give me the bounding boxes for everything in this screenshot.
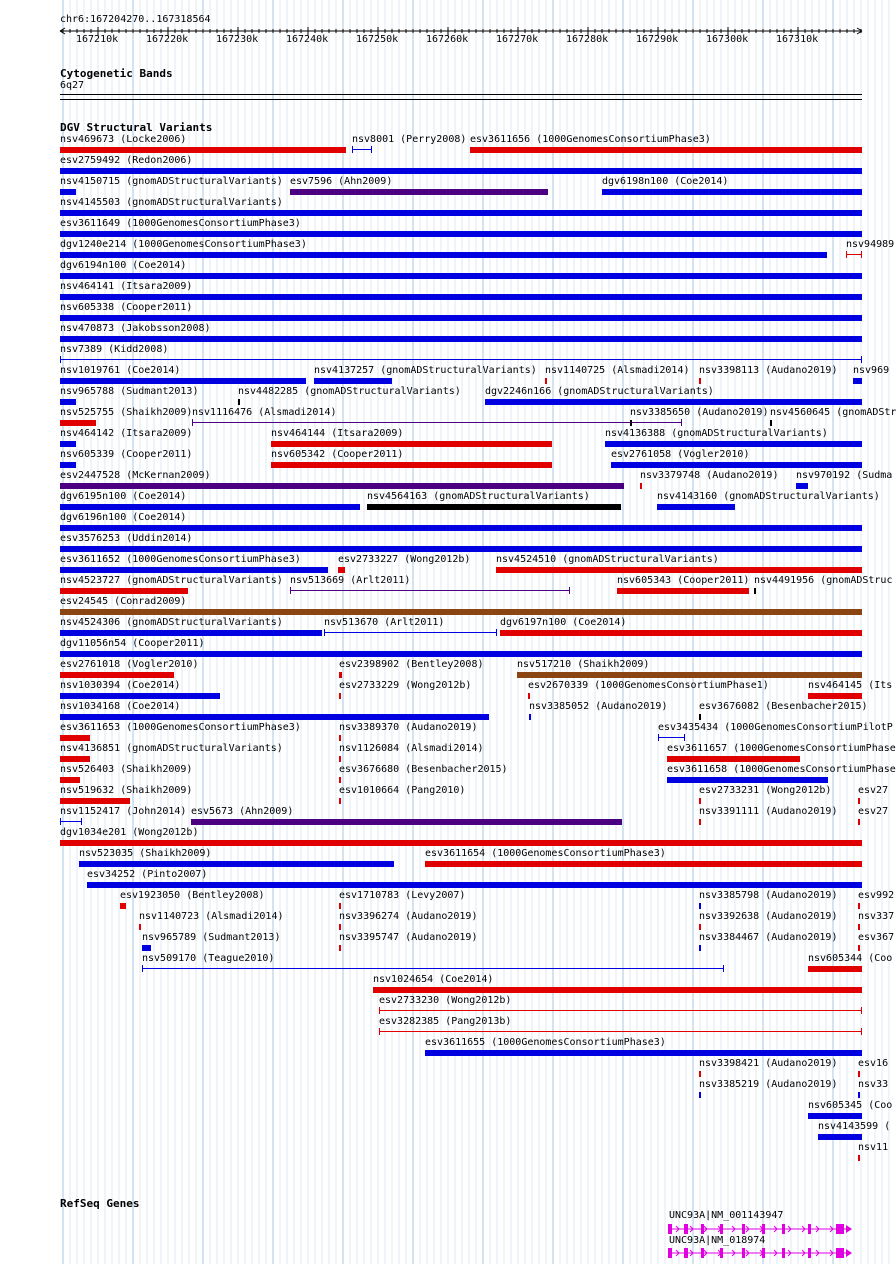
sv-feature-label[interactable]: nsv605342 (Cooper2011) bbox=[271, 449, 404, 460]
sv-feature-bar[interactable] bbox=[142, 945, 151, 951]
sv-feature-bar[interactable] bbox=[339, 756, 341, 762]
sv-feature-label[interactable]: esv367 bbox=[858, 932, 895, 943]
sv-feature-label[interactable]: nsv464144 (Itsara2009) bbox=[271, 428, 404, 439]
sv-feature-label[interactable]: nsv605339 (Cooper2011) bbox=[60, 449, 193, 460]
sv-feature-label[interactable]: esv2761058 (Vogler2010) bbox=[611, 449, 750, 460]
sv-feature-label[interactable]: nsv7389 (Kidd2008) bbox=[60, 344, 169, 355]
sv-feature-endcap bbox=[861, 1028, 862, 1035]
sv-feature-bar[interactable] bbox=[60, 693, 220, 699]
sv-feature-bar[interactable] bbox=[699, 903, 701, 909]
sv-feature-bar[interactable] bbox=[60, 294, 862, 300]
sv-feature-label[interactable]: nsv3389370 (Audano2019) bbox=[339, 722, 478, 733]
sv-feature-label[interactable]: nsv969 bbox=[853, 365, 890, 376]
sv-feature-bar[interactable] bbox=[60, 672, 174, 678]
sv-feature-label[interactable]: esv3576253 (Uddin2014) bbox=[60, 533, 193, 544]
sv-feature-endcap bbox=[684, 734, 685, 741]
sv-feature-bar[interactable] bbox=[339, 672, 342, 678]
sv-feature-bar[interactable] bbox=[60, 756, 90, 762]
gene-label[interactable]: UNC93A|NM_001143947 bbox=[669, 1210, 784, 1221]
sv-feature-line[interactable] bbox=[290, 590, 570, 591]
sv-feature-bar[interactable] bbox=[271, 441, 552, 447]
sv-feature-label[interactable]: nsv965788 (Sudmant2013) bbox=[60, 386, 199, 397]
sv-feature-endcap bbox=[861, 356, 862, 363]
sv-feature-bar[interactable] bbox=[139, 924, 141, 930]
sv-feature-bar[interactable] bbox=[238, 399, 240, 405]
sv-feature-bar[interactable] bbox=[60, 504, 360, 510]
sv-feature-label[interactable]: nsv3379748 (Audano2019) bbox=[640, 470, 779, 481]
sv-feature-label[interactable]: nsv523035 (Shaikh2009) bbox=[79, 848, 212, 859]
sv-feature-bar[interactable] bbox=[808, 1113, 862, 1119]
sv-feature-bar[interactable] bbox=[853, 378, 862, 384]
sv-feature-bar[interactable] bbox=[339, 924, 341, 930]
sv-feature-label[interactable]: nsv4524306 (gnomADStructuralVariants) bbox=[60, 617, 283, 628]
sv-feature-bar[interactable] bbox=[338, 567, 345, 573]
sv-feature-bar[interactable] bbox=[60, 777, 80, 783]
gene-direction-arrow bbox=[846, 1249, 852, 1257]
sv-feature-label[interactable]: nsv3395747 (Audano2019) bbox=[339, 932, 478, 943]
ruler-tick-label: 167230k bbox=[216, 34, 259, 45]
sv-feature-bar[interactable] bbox=[425, 861, 862, 867]
sv-feature-endcap bbox=[569, 587, 570, 594]
gene-exon bbox=[742, 1248, 745, 1258]
sv-feature-bar[interactable] bbox=[818, 1134, 862, 1140]
sv-feature-endcap bbox=[60, 356, 61, 363]
sv-feature-label[interactable]: dgv11056n54 (Cooper2011) bbox=[60, 638, 205, 649]
sv-feature-endcap bbox=[496, 629, 497, 636]
sv-feature-bar[interactable] bbox=[120, 903, 126, 909]
sv-feature-label[interactable]: nsv464145 (Its bbox=[808, 680, 893, 691]
sv-feature-label[interactable]: nsv464142 (Itsara2009) bbox=[60, 428, 193, 439]
ruler-tick-label: 167270k bbox=[496, 34, 539, 45]
sv-feature-bar[interactable] bbox=[79, 861, 394, 867]
sv-feature-bar[interactable] bbox=[60, 315, 862, 321]
sv-feature-label[interactable]: nsv3385219 (Audano2019) bbox=[699, 1079, 838, 1090]
sv-feature-label[interactable]: nsv4524510 (gnomADStructuralVariants) bbox=[496, 554, 719, 565]
sv-feature-label[interactable]: nsv94989 bbox=[846, 239, 895, 250]
gene-model-2[interactable] bbox=[668, 1245, 858, 1261]
sv-feature-label[interactable]: nsv3385798 (Audano2019) bbox=[699, 890, 838, 901]
sv-feature-bar[interactable] bbox=[191, 819, 622, 825]
ruler-tick-label: 167300k bbox=[706, 34, 749, 45]
cytoband-track-title: Cytogenetic Bands bbox=[60, 67, 173, 80]
sv-feature-line[interactable] bbox=[192, 422, 682, 423]
sv-feature-label[interactable]: nsv605345 (Coo bbox=[808, 1100, 893, 1111]
sv-feature-label[interactable]: nsv4145503 (gnomADStructuralVariants) bbox=[60, 197, 283, 208]
sv-feature-label[interactable]: dgv6194n100 (Coe2014) bbox=[60, 260, 187, 271]
sv-feature-bar[interactable] bbox=[60, 525, 862, 531]
sv-feature-label[interactable]: esv3611653 (1000GenomesConsortiumPhase3) bbox=[60, 722, 301, 733]
sv-feature-label[interactable]: esv3282385 (Pang2013b) bbox=[379, 1016, 512, 1027]
sv-feature-label[interactable]: nsv8001 (Perry2008) bbox=[352, 134, 467, 145]
sv-feature-endcap bbox=[861, 1007, 862, 1014]
sv-feature-bar[interactable] bbox=[60, 147, 346, 153]
sv-feature-bar[interactable] bbox=[517, 672, 862, 678]
sv-feature-label[interactable]: nsv509170 (Teague2010) bbox=[142, 953, 275, 964]
sv-feature-endcap bbox=[290, 587, 291, 594]
sv-feature-bar[interactable] bbox=[858, 1092, 860, 1098]
sv-feature-bar[interactable] bbox=[699, 1071, 701, 1077]
sv-feature-label[interactable]: dgv6198n100 (Coe2014) bbox=[602, 176, 729, 187]
sv-feature-label[interactable]: dgv6195n100 (Coe2014) bbox=[60, 491, 187, 502]
sv-feature-bar[interactable] bbox=[60, 462, 76, 468]
gene-label[interactable]: UNC93A|NM_018974 bbox=[669, 1235, 766, 1246]
sv-feature-label[interactable]: nsv3392638 (Audano2019) bbox=[699, 911, 838, 922]
sv-feature-label[interactable]: nsv517210 (Shaikh2009) bbox=[517, 659, 650, 670]
sv-feature-bar[interactable] bbox=[858, 819, 860, 825]
sv-feature-label[interactable]: nsv1024654 (Coe2014) bbox=[373, 974, 494, 985]
sv-feature-bar[interactable] bbox=[290, 189, 548, 195]
sv-feature-label[interactable]: esv2733230 (Wong2012b) bbox=[379, 995, 512, 1006]
sv-feature-bar[interactable] bbox=[60, 546, 862, 552]
sv-feature-label[interactable]: esv3611655 (1000GenomesConsortiumPhase3) bbox=[425, 1037, 666, 1048]
gene-exon bbox=[668, 1248, 672, 1258]
sv-feature-bar[interactable] bbox=[667, 756, 800, 762]
sv-feature-line[interactable] bbox=[324, 632, 497, 633]
sv-feature-bar[interactable] bbox=[60, 714, 489, 720]
sv-feature-label[interactable]: nsv1030394 (Coe2014) bbox=[60, 680, 181, 691]
sv-feature-label[interactable]: esv1010664 (Pang2010) bbox=[339, 785, 466, 796]
sv-feature-bar[interactable] bbox=[373, 987, 862, 993]
sv-feature-bar[interactable] bbox=[60, 483, 624, 489]
sv-feature-label[interactable]: nsv525755 (Shaikh2009) bbox=[60, 407, 193, 418]
sv-feature-line[interactable] bbox=[379, 1010, 862, 1011]
region-coordinates: chr6:167204270..167318564 bbox=[60, 14, 211, 25]
sv-feature-label[interactable]: nsv3384467 (Audano2019) bbox=[699, 932, 838, 943]
sv-feature-bar[interactable] bbox=[808, 693, 862, 699]
sv-feature-label[interactable]: nsv513670 (Arlt2011) bbox=[324, 617, 445, 628]
sv-feature-bar[interactable] bbox=[314, 378, 392, 384]
sv-feature-label[interactable]: esv992 bbox=[858, 890, 895, 901]
sv-feature-label[interactable]: nsv4136388 (gnomADStructuralVariants) bbox=[605, 428, 828, 439]
ruler-tick-label: 167220k bbox=[146, 34, 189, 45]
sv-feature-label[interactable]: nsv4560645 (gnomADStr bbox=[770, 407, 896, 418]
sv-feature-bar[interactable] bbox=[545, 378, 547, 384]
sv-feature-bar[interactable] bbox=[808, 966, 862, 972]
sv-feature-bar[interactable] bbox=[60, 798, 130, 804]
gene-exon bbox=[742, 1224, 745, 1234]
sv-feature-bar[interactable] bbox=[657, 504, 735, 510]
sv-feature-label[interactable]: nsv3398421 (Audano2019) bbox=[699, 1058, 838, 1069]
sv-feature-label[interactable]: esv27 bbox=[858, 785, 889, 796]
sv-feature-label[interactable]: esv2759492 (Redon2006) bbox=[60, 155, 193, 166]
sv-feature-label[interactable]: nsv1140723 (Alsmadi2014) bbox=[139, 911, 284, 922]
sv-feature-label[interactable]: nsv3398113 (Audano2019) bbox=[699, 365, 838, 376]
sv-feature-bar[interactable] bbox=[605, 441, 862, 447]
sv-feature-bar[interactable] bbox=[640, 483, 642, 489]
sv-feature-bar[interactable] bbox=[796, 483, 808, 489]
sv-feature-label[interactable]: esv3435434 (1000GenomesConsortiumPilotP bbox=[658, 722, 893, 733]
ruler-tick-label: 167210k bbox=[76, 34, 119, 45]
sv-feature-endcap bbox=[324, 629, 325, 636]
sv-feature-endcap bbox=[142, 965, 143, 972]
gene-direction-arrow bbox=[846, 1225, 852, 1233]
sv-feature-endcap bbox=[379, 1028, 380, 1035]
sv-feature-bar[interactable] bbox=[425, 1050, 862, 1056]
refseq-track bbox=[0, 1195, 890, 1264]
sv-feature-bar[interactable] bbox=[699, 924, 701, 930]
sv-feature-endcap bbox=[658, 734, 659, 741]
sv-feature-bar[interactable] bbox=[699, 945, 701, 951]
sv-feature-label[interactable]: nsv1019761 (Coe2014) bbox=[60, 365, 181, 376]
gene-exon bbox=[808, 1248, 811, 1258]
sv-feature-bar[interactable] bbox=[858, 1155, 860, 1161]
sv-feature-label[interactable]: esv2733227 (Wong2012b) bbox=[338, 554, 471, 565]
gene-exon bbox=[836, 1248, 844, 1258]
sv-feature-bar[interactable] bbox=[339, 693, 341, 699]
sv-feature-label[interactable]: nsv1126084 (Alsmadi2014) bbox=[339, 743, 484, 754]
sv-feature-bar[interactable] bbox=[60, 567, 328, 573]
sv-feature-label[interactable]: esv3611657 (1000GenomesConsortiumPhase bbox=[667, 743, 896, 754]
sv-feature-label[interactable]: esv2670339 (1000GenomesConsortiumPhase1) bbox=[528, 680, 769, 691]
sv-feature-label[interactable]: dgv6197n100 (Coe2014) bbox=[500, 617, 627, 628]
sv-feature-label[interactable]: nsv33 bbox=[858, 1079, 889, 1090]
sv-feature-line[interactable] bbox=[60, 821, 82, 822]
sv-feature-label[interactable]: nsv470873 (Jakobsson2008) bbox=[60, 323, 211, 334]
sv-feature-label[interactable]: nsv4143160 (gnomADStructuralVariants) bbox=[657, 491, 880, 502]
sv-feature-line[interactable] bbox=[142, 968, 724, 969]
ruler-tick-label: 167290k bbox=[636, 34, 679, 45]
sv-feature-label[interactable]: esv7596 (Ahn2009) bbox=[290, 176, 393, 187]
ruler-tick-label: 167280k bbox=[566, 34, 609, 45]
sv-feature-label[interactable]: nsv519632 (Shaikh2009) bbox=[60, 785, 193, 796]
sv-feature-label[interactable]: esv5673 (Ahn2009) bbox=[191, 806, 294, 817]
sv-feature-label[interactable]: esv34252 (Pinto2007) bbox=[87, 869, 208, 880]
sv-feature-endcap bbox=[371, 146, 372, 153]
sv-feature-label[interactable]: esv24545 (Conrad2009) bbox=[60, 596, 187, 607]
sv-feature-bar[interactable] bbox=[60, 273, 862, 279]
sv-feature-bar[interactable] bbox=[60, 168, 862, 174]
gene-exon bbox=[668, 1224, 672, 1234]
sv-feature-label[interactable]: esv3611654 (1000GenomesConsortiumPhase3) bbox=[425, 848, 666, 859]
sv-feature-label[interactable]: nsv4523727 (gnomADStructuralVariants) bbox=[60, 575, 283, 586]
sv-feature-line[interactable] bbox=[658, 737, 685, 738]
sv-feature-label[interactable]: nsv3385052 (Audano2019) bbox=[529, 701, 668, 712]
gene-exon bbox=[808, 1224, 811, 1234]
sv-feature-label[interactable]: esv3676082 (Besenbacher2015) bbox=[699, 701, 868, 712]
gene-exon bbox=[701, 1224, 704, 1234]
sv-feature-bar[interactable] bbox=[271, 462, 552, 468]
sv-feature-bar[interactable] bbox=[858, 903, 860, 909]
sv-feature-label[interactable]: nsv4136851 (gnomADStructuralVariants) bbox=[60, 743, 283, 754]
sv-feature-bar[interactable] bbox=[611, 462, 862, 468]
sv-feature-label[interactable]: nsv965789 (Sudmant2013) bbox=[142, 932, 281, 943]
sv-feature-label[interactable]: nsv3391111 (Audano2019) bbox=[699, 806, 838, 817]
sv-feature-line[interactable] bbox=[60, 359, 862, 360]
sv-feature-bar[interactable] bbox=[858, 1071, 860, 1077]
sv-feature-label[interactable]: nsv605344 (Coo bbox=[808, 953, 893, 964]
sv-feature-label[interactable]: nsv4564163 (gnomADStructuralVariants) bbox=[367, 491, 590, 502]
sv-feature-label[interactable]: nsv4137257 (gnomADStructuralVariants) bbox=[314, 365, 537, 376]
sv-track-title: DGV Structural Variants bbox=[60, 121, 213, 134]
sv-feature-bar[interactable] bbox=[60, 378, 306, 384]
sv-feature-label[interactable]: esv2733231 (Wong2012b) bbox=[699, 785, 832, 796]
sv-feature-bar[interactable] bbox=[858, 924, 860, 930]
gene-exon bbox=[782, 1248, 785, 1258]
sv-feature-bar[interactable] bbox=[339, 777, 341, 783]
sv-feature-bar[interactable] bbox=[699, 378, 701, 384]
sv-feature-bar[interactable] bbox=[60, 336, 862, 342]
sv-feature-label[interactable]: dgv1240e214 (1000GenomesConsortiumPhase3) bbox=[60, 239, 307, 250]
sv-feature-endcap bbox=[723, 965, 724, 972]
sv-feature-bar[interactable] bbox=[60, 588, 188, 594]
sv-feature-bar[interactable] bbox=[500, 630, 862, 636]
sv-feature-label[interactable]: nsv469673 (Locke2006) bbox=[60, 134, 187, 145]
sv-feature-endcap bbox=[81, 818, 82, 825]
sv-feature-label[interactable]: nsv3396274 (Audano2019) bbox=[339, 911, 478, 922]
refseq-track-title: RefSeq Genes bbox=[60, 1197, 140, 1210]
sv-feature-endcap bbox=[379, 1007, 380, 1014]
sv-feature-label[interactable]: nsv1116476 (Alsmadi2014) bbox=[192, 407, 337, 418]
sv-feature-bar[interactable] bbox=[60, 420, 96, 426]
gene-exon bbox=[836, 1224, 844, 1234]
sv-feature-bar[interactable] bbox=[770, 420, 772, 426]
sv-feature-label[interactable]: nsv3385650 (Audano2019) bbox=[630, 407, 769, 418]
sv-feature-bar[interactable] bbox=[339, 798, 341, 804]
sv-feature-label[interactable]: nsv11 bbox=[858, 1142, 889, 1153]
sv-feature-line[interactable] bbox=[846, 254, 862, 255]
sv-feature-label[interactable]: esv3611652 (1000GenomesConsortiumPhase3) bbox=[60, 554, 301, 565]
sv-feature-label[interactable]: nsv4143599 ( bbox=[818, 1121, 891, 1132]
sv-feature-label[interactable]: dgv6196n100 (Coe2014) bbox=[60, 512, 187, 523]
sv-feature-bar[interactable] bbox=[60, 210, 862, 216]
sv-feature-bar[interactable] bbox=[630, 420, 632, 426]
sv-feature-label[interactable]: esv3611649 (1000GenomesConsortiumPhase3) bbox=[60, 218, 301, 229]
sv-feature-label[interactable]: nsv1140725 (Alsmadi2014) bbox=[545, 365, 690, 376]
sv-feature-label[interactable]: nsv4482285 (gnomADStructuralVariants) bbox=[238, 386, 461, 397]
sv-feature-bar[interactable] bbox=[60, 189, 76, 195]
gene-exon bbox=[701, 1248, 704, 1258]
ruler-tick-label: 167250k bbox=[356, 34, 399, 45]
sv-feature-bar[interactable] bbox=[699, 819, 701, 825]
sv-feature-bar[interactable] bbox=[528, 693, 530, 699]
sv-feature-bar[interactable] bbox=[858, 945, 860, 951]
sv-feature-bar[interactable] bbox=[529, 714, 531, 720]
sv-feature-endcap bbox=[681, 419, 682, 426]
sv-feature-bar[interactable] bbox=[60, 441, 76, 447]
sv-feature-label[interactable]: nsv4150715 (gnomADStructuralVariants) bbox=[60, 176, 283, 187]
sv-feature-label[interactable]: nsv464141 (Itsara2009) bbox=[60, 281, 193, 292]
sv-feature-bar[interactable] bbox=[339, 903, 341, 909]
sv-feature-bar[interactable] bbox=[754, 588, 756, 594]
ruler-tick-label: 167260k bbox=[426, 34, 469, 45]
sv-feature-bar[interactable] bbox=[87, 882, 862, 888]
sv-feature-bar[interactable] bbox=[470, 147, 862, 153]
sv-feature-bar[interactable] bbox=[60, 399, 76, 405]
sv-feature-label[interactable]: nsv513669 (Arlt2011) bbox=[290, 575, 411, 586]
sv-feature-bar[interactable] bbox=[60, 840, 862, 846]
sv-feature-label[interactable]: esv2398902 (Bentley2008) bbox=[339, 659, 484, 670]
sv-feature-bar[interactable] bbox=[60, 735, 90, 741]
sv-feature-bar[interactable] bbox=[496, 567, 862, 573]
sv-feature-bar[interactable] bbox=[339, 735, 341, 741]
sv-feature-bar[interactable] bbox=[699, 714, 701, 720]
sv-feature-bar[interactable] bbox=[60, 231, 862, 237]
sv-feature-line[interactable] bbox=[352, 149, 372, 150]
sv-feature-bar[interactable] bbox=[339, 945, 341, 951]
sv-feature-endcap bbox=[352, 146, 353, 153]
sv-feature-line[interactable] bbox=[379, 1031, 862, 1032]
sv-feature-endcap bbox=[846, 251, 847, 258]
ruler-tick-label: 167310k bbox=[776, 34, 819, 45]
sv-feature-label[interactable]: esv3676680 (Besenbacher2015) bbox=[339, 764, 508, 775]
sv-feature-endcap bbox=[192, 419, 193, 426]
sv-feature-endcap bbox=[60, 818, 61, 825]
sv-feature-bar[interactable] bbox=[60, 630, 322, 636]
sv-feature-bar[interactable] bbox=[699, 798, 701, 804]
sv-feature-bar[interactable] bbox=[60, 651, 862, 657]
sv-feature-label[interactable]: nsv337 bbox=[858, 911, 895, 922]
sv-feature-bar[interactable] bbox=[485, 399, 862, 405]
sv-feature-label[interactable]: esv2761018 (Vogler2010) bbox=[60, 659, 199, 670]
sv-feature-bar[interactable] bbox=[667, 777, 828, 783]
ruler-tick-label: 167240k bbox=[286, 34, 329, 45]
sv-feature-bar[interactable] bbox=[858, 798, 860, 804]
sv-feature-label[interactable]: esv27 bbox=[858, 806, 889, 817]
sv-feature-label[interactable]: nsv605338 (Cooper2011) bbox=[60, 302, 193, 313]
sv-feature-label[interactable]: esv3611656 (1000GenomesConsortiumPhase3) bbox=[470, 134, 711, 145]
sv-feature-bar[interactable] bbox=[60, 252, 827, 258]
sv-feature-label[interactable]: nsv1152417 (John2014) bbox=[60, 806, 187, 817]
sv-feature-label[interactable]: nsv970192 (Sudma bbox=[796, 470, 893, 481]
sv-feature-bar[interactable] bbox=[617, 588, 749, 594]
sv-feature-label[interactable]: dgv1034e201 (Wong2012b) bbox=[60, 827, 199, 838]
gene-exon bbox=[684, 1248, 688, 1258]
sv-feature-endcap bbox=[861, 251, 862, 258]
sv-feature-bar[interactable] bbox=[60, 609, 862, 615]
gene-exon bbox=[782, 1224, 785, 1234]
cytoband-label: 6q27 bbox=[60, 80, 85, 91]
sv-feature-label[interactable]: dgv2246n166 (gnomADStructuralVariants) bbox=[485, 386, 714, 397]
sv-feature-label[interactable]: esv1710783 (Levy2007) bbox=[339, 890, 466, 901]
gene-exon bbox=[684, 1224, 688, 1234]
sv-feature-label[interactable]: nsv4491956 (gnomADStruc bbox=[754, 575, 893, 586]
sv-feature-bar[interactable] bbox=[699, 1092, 701, 1098]
sv-feature-label[interactable]: esv2733229 (Wong2012b) bbox=[339, 680, 472, 691]
sv-feature-label[interactable]: esv16 bbox=[858, 1058, 889, 1069]
sv-feature-bar[interactable] bbox=[602, 189, 862, 195]
sv-feature-bar[interactable] bbox=[367, 504, 621, 510]
sv-feature-label[interactable]: nsv1034168 (Coe2014) bbox=[60, 701, 181, 712]
sv-feature-label[interactable]: esv2447528 (McKernan2009) bbox=[60, 470, 211, 481]
sv-feature-label[interactable]: esv3611658 (1000GenomesConsortiumPhase bbox=[667, 764, 896, 775]
sv-feature-label[interactable]: nsv526403 (Shaikh2009) bbox=[60, 764, 193, 775]
sv-feature-label[interactable]: nsv605343 (Cooper2011) bbox=[617, 575, 750, 586]
sv-feature-label[interactable]: esv1923050 (Bentley2008) bbox=[120, 890, 265, 901]
